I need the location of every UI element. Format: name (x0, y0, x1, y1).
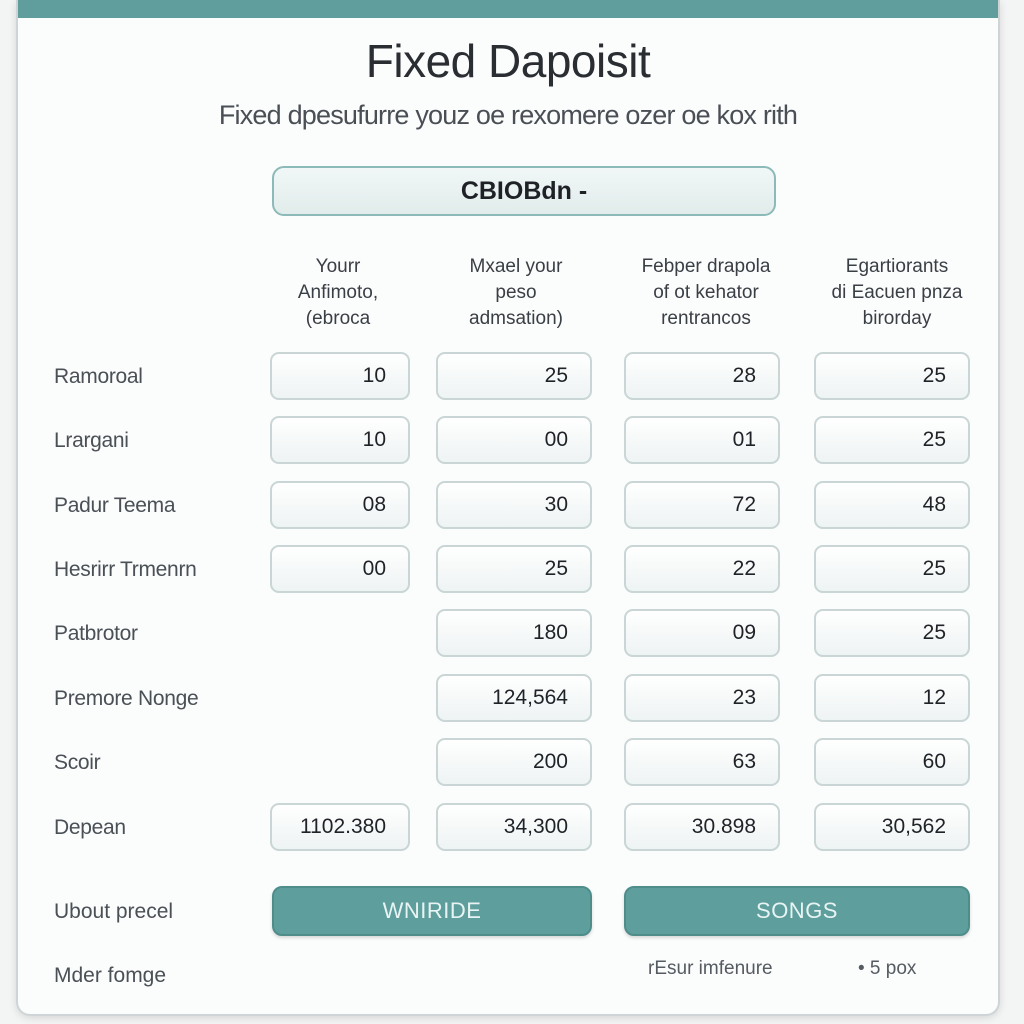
table-cell-input[interactable]: 08 (270, 481, 410, 529)
table-cell-input[interactable]: 25 (814, 609, 970, 657)
column-header-4: Egartiorants di Eacuen pnza birorday (831, 256, 963, 329)
table-cell-input[interactable]: 63 (624, 738, 780, 786)
table-cell-input[interactable]: 28 (624, 352, 780, 400)
row-label: Lrargani (54, 429, 129, 452)
table-cell-input[interactable]: 25 (814, 416, 970, 464)
footer-note: rEsur imfenure (648, 958, 773, 979)
row-label: Padur Teema (54, 494, 176, 517)
row-label: Patbrotor (54, 622, 138, 645)
table-cell-input[interactable]: 48 (814, 481, 970, 529)
table-cell-input[interactable]: 180 (436, 609, 592, 657)
table-cell-input[interactable]: 09 (624, 609, 780, 657)
footer-note-value: • 5 pox (858, 958, 917, 979)
column-header-2: Mxael your peso admsation) (469, 256, 563, 329)
page-title: Fixed Dapoisit (365, 35, 651, 87)
table-cell-input[interactable]: 12 (814, 674, 970, 722)
table-cell-input[interactable]: 30,562 (814, 803, 970, 851)
table-cell-input[interactable]: 200 (436, 738, 592, 786)
footer-label: Ubout precel (54, 900, 174, 923)
calculate-button[interactable]: WNIRIDE (272, 886, 592, 936)
table-cell-input[interactable]: 01 (624, 416, 780, 464)
table-cell-input[interactable]: 25 (814, 352, 970, 400)
table-cell-input[interactable]: 10 (270, 352, 410, 400)
table-cell-input[interactable]: 22 (624, 545, 780, 593)
deposit-type-dropdown[interactable]: CBIOBdn - (272, 166, 776, 216)
table-cell-input[interactable]: 23 (624, 674, 780, 722)
table-cell-input[interactable]: 10 (270, 416, 410, 464)
table-cell-input[interactable]: 00 (270, 545, 410, 593)
column-header-3: Febper drapola of ot kehator rentrancos (641, 256, 771, 329)
row-label: Ramoroal (54, 365, 143, 388)
row-label: Depean (54, 816, 126, 839)
table-cell-input[interactable]: 30 (436, 481, 592, 529)
table-cell-input[interactable]: 30.898 (624, 803, 780, 851)
table-cell-input[interactable]: 124,564 (436, 674, 592, 722)
table-cell-input[interactable]: 25 (436, 545, 592, 593)
table-cell-input[interactable]: 25 (814, 545, 970, 593)
footer-label: Mder fomge (54, 964, 167, 987)
table-cell-input[interactable]: 25 (436, 352, 592, 400)
save-button[interactable]: SONGS (624, 886, 970, 936)
table-cell-input[interactable]: 72 (624, 481, 780, 529)
window-top-bar (18, 0, 998, 18)
row-label: Premore Nonge (54, 687, 199, 710)
table-cell-input[interactable]: 60 (814, 738, 970, 786)
table-cell-input[interactable]: 1102.380 (270, 803, 410, 851)
row-label: Hesrirr Trmenrn (54, 558, 197, 581)
table-cell-input[interactable]: 34,300 (436, 803, 592, 851)
page-subtitle: Fixed dpesufurre youz oe rexomere ozer oe kox rith (218, 100, 798, 130)
column-header-1: Yourr Anfimoto, (ebroca (297, 256, 379, 329)
app-window (16, 0, 1000, 1016)
table-cell-input[interactable]: 00 (436, 416, 592, 464)
row-label: Scoir (54, 751, 101, 774)
